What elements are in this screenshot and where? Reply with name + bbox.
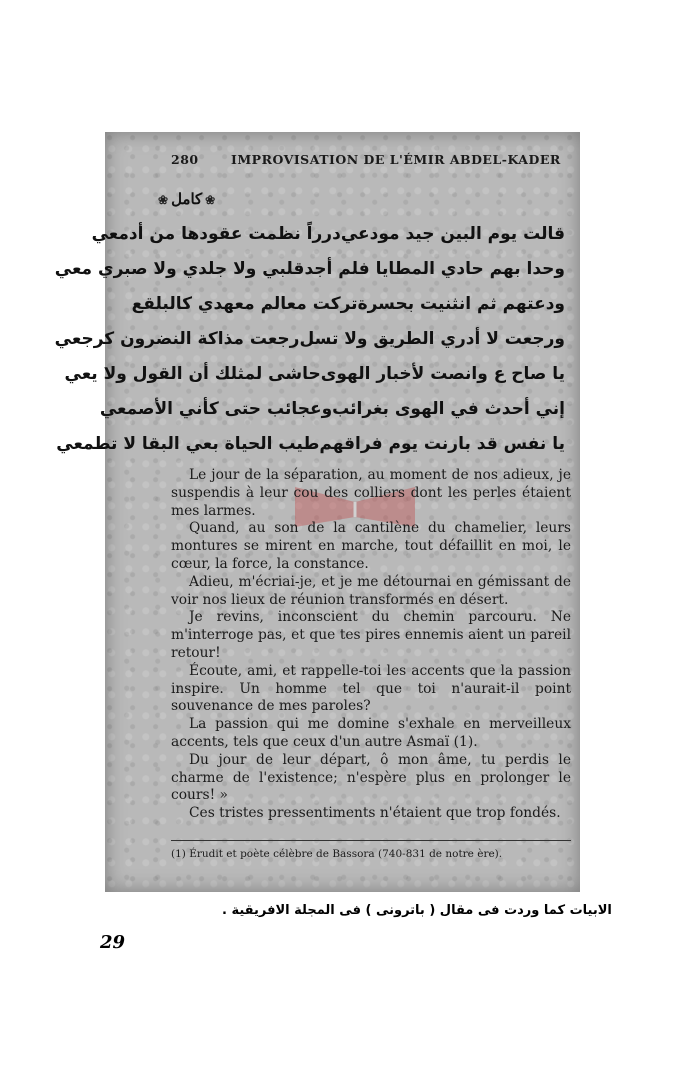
translation-paragraph: La passion qui me domine s'exhale en merveilleux accents, tels que ceux d'un autre Asmaï (1).	[171, 716, 571, 750]
running-head-page-number: 280	[171, 152, 199, 167]
footnote: (1) Érudit et poète célèbre de Bassora (740-831 de notre ère).	[171, 848, 503, 860]
verse-line	[99, 391, 565, 426]
ornament-icon: ❀	[158, 193, 169, 207]
translation-paragraph: Du jour de leur départ, ô mon âme, tu perdis le charme de l'existence; n'espère plus en prolonger le cours! »	[171, 751, 571, 804]
verse-hemistich-right: إني أحدث في الهوى بغرائب	[332, 398, 565, 419]
verse-line	[91, 216, 565, 251]
verse-hemistich-left: رجعت مذاكة النضرون كرجعي	[54, 328, 300, 349]
running-head-title: IMPROVISATION DE L'ÉMIR ABDEL-KADER	[231, 152, 561, 167]
verse-line	[131, 286, 565, 321]
scanned-page	[54, 132, 580, 892]
verse-hemistich-left: طيب الحياة بعي البقا لا تطمعي	[56, 433, 320, 454]
verse-line	[54, 251, 565, 286]
translation-paragraph: Écoute, ami, et rappelle-toi les accents que la passion inspire. Un homme tel que toi n'aurait-il point souvenance de mes paroles?	[171, 662, 571, 715]
meter-name: كامل	[171, 190, 203, 208]
verse-hemistich-right: ودعتهم ثم انثنيت بحسرة	[357, 293, 565, 314]
verse-hemistich-right: ورجعت لا أدري الطريق ولا تسل	[299, 328, 565, 349]
verse-hemistich-left: درراً نظمت عقودها من أدمعي	[91, 223, 341, 244]
running-head	[171, 152, 571, 167]
translation-paragraph: Quand, au son de la cantilène du chamelier, leurs montures se mirent en marche, tout défaillit en moi, le cœur, la force, la constance.	[171, 520, 571, 572]
translation-paragraph: Adieu, m'écriai-je, et je me détournai en gémissant de voir nos lieux de réunion transformés en désert.	[171, 573, 571, 608]
translation-paragraph: Le jour de la séparation, au moment de nos adieux, je suspendis à leur cou des colliers dont les perles étaient mes larmes.	[171, 467, 571, 519]
verse-hemistich-right: يا نفس قد بارنت يوم فراقهم	[319, 433, 565, 454]
meter-label	[155, 190, 218, 208]
footnote-divider	[171, 840, 571, 841]
verse-line	[56, 426, 565, 461]
verse-line	[64, 356, 565, 391]
ornament-icon: ❀	[205, 193, 216, 207]
verse-hemistich-right: قالت يوم البين جيد مودعي	[340, 223, 565, 244]
translation-paragraph: Je revins, inconscient du chemin parcouru. Ne m'interroge pas, et que tes pires ennemis aient un pareil retour!	[171, 609, 571, 661]
page-number: 29	[100, 932, 126, 953]
verse-hemistich-right: وحدا بهم حادي المطايا فلم أجد	[304, 258, 565, 279]
verse-hemistich-left: قلبي ولا جلدي ولا صبري معي	[54, 258, 305, 279]
verse-hemistich-left: حاشى لمثلك أن القول ولا يعي	[64, 363, 321, 384]
caption: الابيات كما وردت فى مقال ( باترونى ) فى المجلة الافريقية .	[222, 903, 612, 918]
french-translation	[171, 467, 571, 823]
translation-paragraph: Ces tristes pressentiments n'étaient que trop fondés.	[189, 805, 561, 822]
verse-hemistich-left: تركت معالم معهدي كالبلقع	[131, 293, 358, 314]
verse-hemistich-left: وعجائب حتى كأني الأصمعي	[99, 398, 333, 419]
verse-line	[54, 321, 565, 356]
verse-hemistich-right: يا صاح ع وانصت لأخبار الهوى	[320, 363, 565, 384]
arabic-verses	[54, 216, 565, 461]
